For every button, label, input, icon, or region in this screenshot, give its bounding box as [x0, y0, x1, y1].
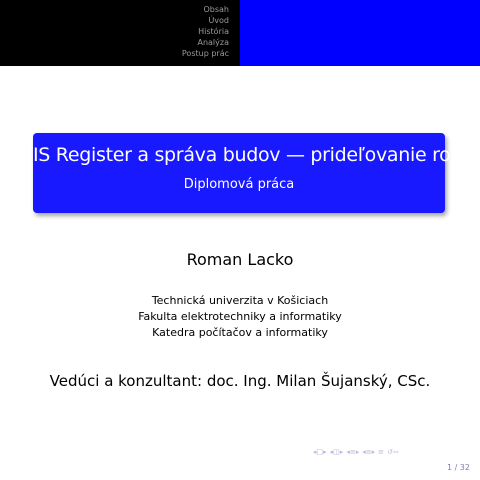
presentation-title: IS Register a správa budov — prideľovanie rolí — [33, 144, 461, 166]
headline-bar — [0, 0, 480, 66]
section-icon[interactable]: ◂≡▸ — [362, 448, 376, 456]
nav-item-analyza[interactable]: Analýza — [197, 38, 229, 47]
supervisor-line: Vedúci a konzultant: doc. Ing. Milan Šujanský, CSc. — [49, 372, 431, 390]
headline-right-panel — [240, 0, 480, 66]
prev-frame-icon[interactable]: ◂◫▸ — [329, 448, 344, 456]
back-icon[interactable]: ≡ — [378, 448, 384, 456]
subsection-icon[interactable]: ◂≡▸ — [346, 448, 360, 456]
institution-faculty: Fakulta elektrotechniky a informatiky — [138, 310, 342, 323]
page-number: 1 / 32 — [446, 463, 470, 472]
institution-department: Katedra počítačov a informatiky — [152, 326, 328, 339]
nav-item-obsah[interactable]: Obsah — [203, 5, 229, 14]
search-icon[interactable]: ↺∾ — [387, 448, 399, 456]
nav-item-historia[interactable]: História — [198, 27, 229, 36]
author-name: Roman Lacko — [186, 250, 294, 269]
presentation-subtitle: Diplomová práca — [183, 177, 295, 192]
nav-item-postup-prac[interactable]: Postup prác — [181, 49, 229, 58]
beamer-navigation-symbols — [313, 447, 473, 457]
title-block — [33, 133, 461, 213]
institution-university: Technická univerzita v Košiciach — [151, 294, 329, 307]
nav-item-uvod[interactable]: Úvod — [208, 16, 229, 25]
first-frame-icon[interactable]: ◂□▸ — [313, 448, 327, 456]
section-navigation — [0, 0, 240, 66]
